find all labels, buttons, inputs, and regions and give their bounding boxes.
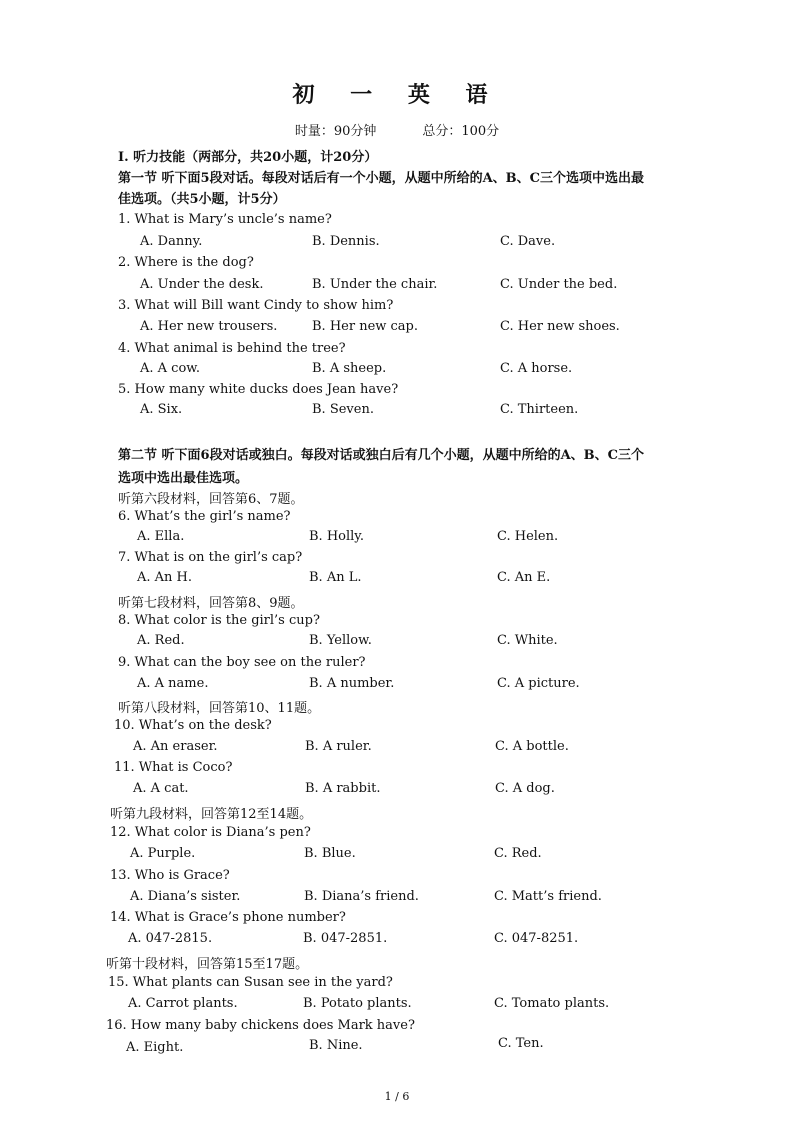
question-15: 15. What plants can Susan see in the yard? (108, 975, 393, 990)
question-13: 13. Who is Grace? (110, 868, 230, 883)
option-1c: C. Dave. (500, 234, 556, 249)
section2-instructions-cont: 选项中选出最佳选项。 (118, 471, 249, 486)
option-1a: A. Danny. (140, 234, 203, 249)
question-10: 10. What’s on the desk? (114, 718, 272, 733)
option-15b: B. Potato plants. (303, 996, 412, 1011)
option-11c: C. A dog. (495, 781, 555, 796)
option-13b: B. Diana’s friend. (304, 889, 419, 904)
option-4a: A. A cow. (140, 361, 200, 376)
material-10: 听第十段材料，回答第15至17题。 (106, 957, 309, 972)
material-6: 听第六段材料，回答第6、7题。 (118, 492, 304, 507)
question-14: 14. What is Grace’s phone number? (110, 910, 346, 925)
option-2b: B. Under the chair. (312, 277, 438, 292)
option-11b: B. A rabbit. (305, 781, 381, 796)
question-5: 5. How many white ducks does Jean have? (118, 382, 399, 397)
option-14a: A. 047-2815. (128, 931, 213, 946)
option-7a: A. An H. (137, 570, 193, 585)
option-15a: A. Carrot plants. (128, 996, 238, 1011)
option-4b: B. A sheep. (312, 361, 387, 376)
option-14c: C. 047-8251. (494, 931, 579, 946)
option-8a: A. Red. (137, 633, 185, 648)
material-9: 听第九段材料，回答第12至14题。 (110, 807, 313, 822)
option-7b: B. An L. (309, 570, 362, 585)
option-4c: C. A horse. (500, 361, 573, 376)
option-14b: B. 047-2851. (303, 931, 388, 946)
question-6: 6. What’s the girl’s name? (118, 509, 291, 524)
option-10a: A. An eraser. (133, 739, 218, 754)
material-8: 听第八段材料，回答第10、11题。 (118, 701, 321, 716)
question-11: 11. What is Coco? (114, 760, 233, 775)
page-number: 1 / 6 (384, 1090, 410, 1103)
option-8c: C. White. (497, 633, 558, 648)
question-2: 2. Where is the dog? (118, 255, 254, 270)
option-3b: B. Her new cap. (312, 319, 419, 334)
option-16c: C. Ten. (498, 1036, 544, 1051)
section1-instructions: 第一节 听下面5段对话。每段对话后有一个小题，从题中所给的A、B、C三个选项中选出最 (118, 171, 644, 186)
part-heading: I. 听力技能（两部分，共20小题，计20分） (118, 150, 378, 165)
option-16a: A. Eight. (126, 1040, 184, 1055)
option-3a: A. Her new trousers. (140, 319, 278, 334)
option-12a: A. Purple. (130, 846, 196, 861)
exam-meta (0, 120, 794, 139)
option-12c: C. Red. (494, 846, 542, 861)
option-6a: A. Ella. (137, 529, 185, 544)
question-4: 4. What animal is behind the tree? (118, 341, 346, 356)
option-7c: C. An E. (497, 570, 551, 585)
option-9a: A. A name. (137, 676, 209, 691)
section1-instructions-cont: 佳选项。（共5小题，计5分） (118, 192, 286, 207)
option-13c: C. Matt’s friend. (494, 889, 602, 904)
option-2c: C. Under the bed. (500, 277, 618, 292)
option-10b: B. A ruler. (305, 739, 372, 754)
section2-instructions: 第二节 听下面6段对话或独白。每段对话或独白后有几个小题，从题中所给的A、B、C三个 (118, 448, 644, 463)
time-limit: 时量：90分钟 (294, 124, 377, 139)
option-1b: B. Dennis. (312, 234, 380, 249)
question-16: 16. How many baby chickens does Mark have? (106, 1018, 415, 1033)
question-1: 1. What is Mary’s uncle’s name? (118, 212, 332, 227)
question-12: 12. What color is Diana’s pen? (110, 825, 311, 840)
question-3: 3. What will Bill want Cindy to show him? (118, 298, 394, 313)
option-13a: A. Diana’s sister. (130, 889, 241, 904)
option-3c: C. Her new shoes. (500, 319, 620, 334)
option-6c: C. Helen. (497, 529, 559, 544)
option-11a: A. A cat. (133, 781, 189, 796)
option-2a: A. Under the desk. (140, 277, 264, 292)
option-12b: B. Blue. (304, 846, 356, 861)
option-16b: B. Nine. (309, 1038, 363, 1053)
option-10c: C. A bottle. (495, 739, 569, 754)
total-score: 总分：100分 (422, 124, 500, 139)
page-title: 初 一 英 语 (292, 82, 502, 108)
question-8: 8. What color is the girl’s cup? (118, 613, 320, 628)
question-9: 9. What can the boy see on the ruler? (118, 655, 366, 670)
option-9c: C. A picture. (497, 676, 580, 691)
option-5c: C. Thirteen. (500, 402, 579, 417)
option-5a: A. Six. (140, 402, 183, 417)
option-5b: B. Seven. (312, 402, 374, 417)
option-9b: B. A number. (309, 676, 395, 691)
question-7: 7. What is on the girl’s cap? (118, 550, 303, 565)
option-8b: B. Yellow. (309, 633, 372, 648)
option-6b: B. Holly. (309, 529, 365, 544)
material-7: 听第七段材料，回答第8、9题。 (118, 596, 304, 611)
option-15c: C. Tomato plants. (494, 996, 610, 1011)
